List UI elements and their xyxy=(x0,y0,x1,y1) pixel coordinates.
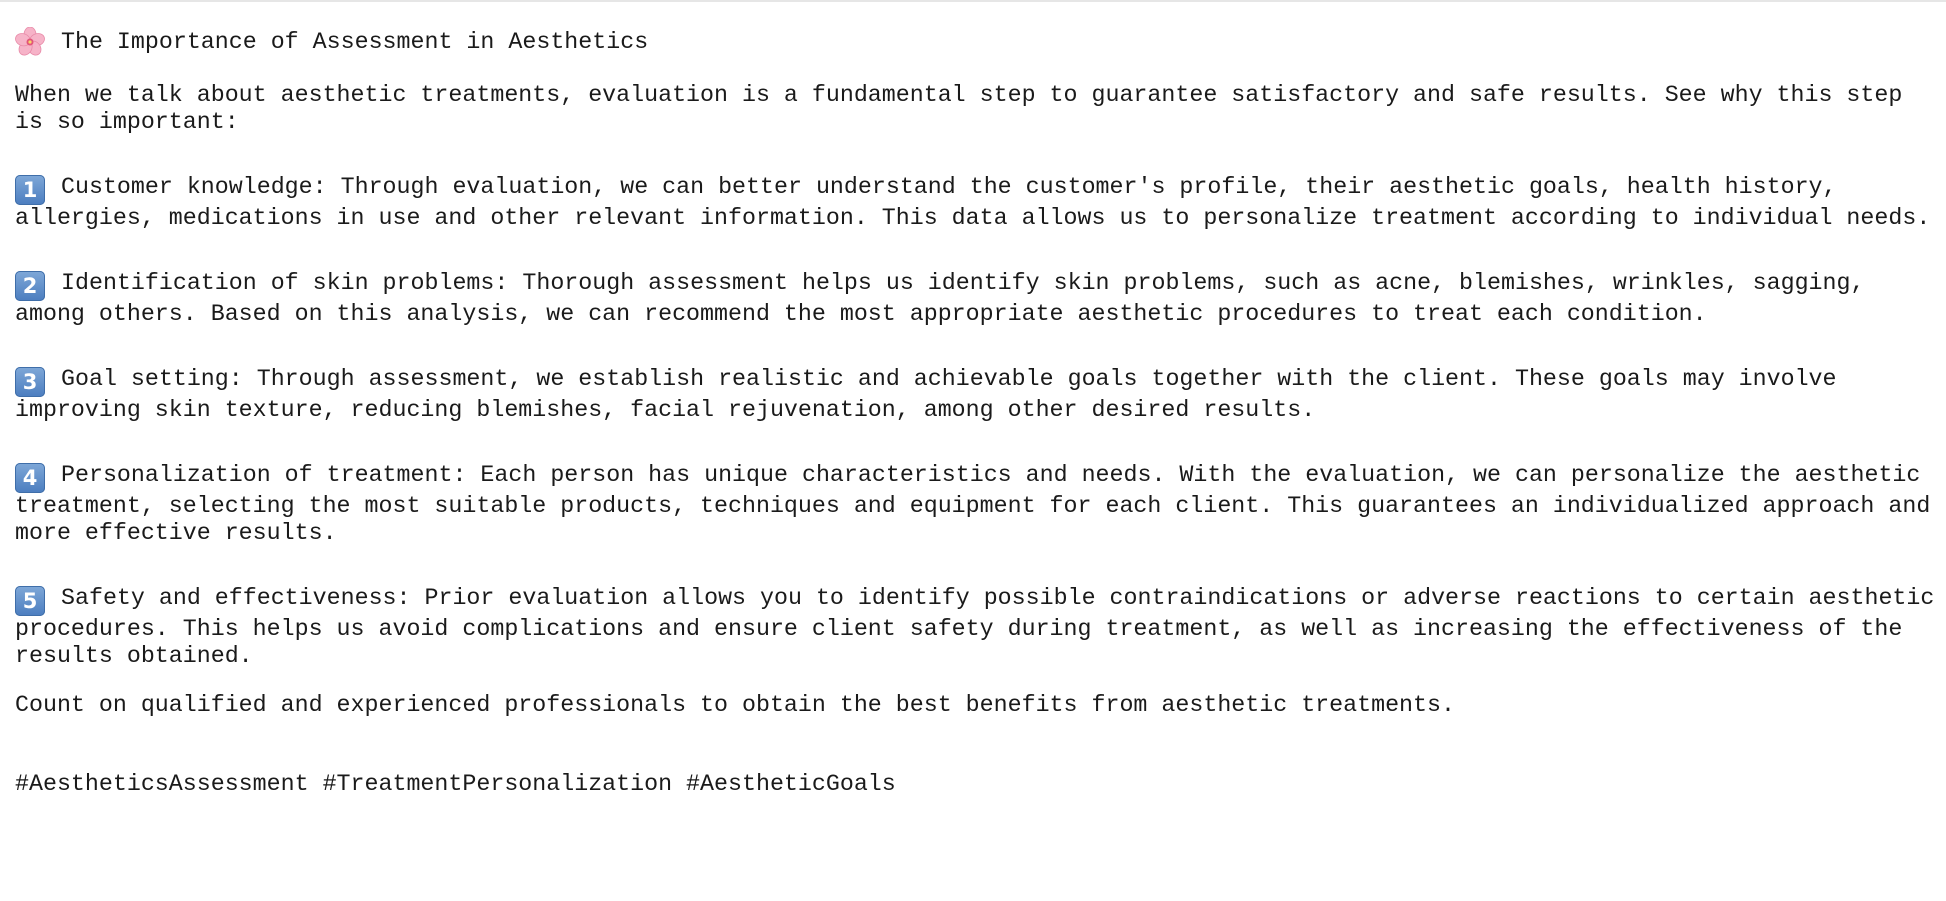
keycap-four-icon: 4 xyxy=(15,463,45,493)
document-body xyxy=(15,22,1935,798)
keycap-five-icon: 5 xyxy=(15,586,45,616)
keycap-one-icon: 1 xyxy=(15,175,45,205)
list-item-1 xyxy=(15,174,1935,232)
list-item-text: Safety and effectiveness: Prior evaluation allows you to identify possible contraindications or adverse reactions to certain aesthetic procedures. This helps us avoid complications and ensure client safety during treatment, as well as increasing the effectiveness of the results obtained. xyxy=(15,585,1935,669)
closing-paragraph: Count on qualified and experienced professionals to obtain the best benefits from aesthetic treatments. xyxy=(15,692,1455,718)
intro-paragraph: When we talk about aesthetic treatments, evaluation is a fundamental step to guarantee satisfactory and safe results. See why this step is so important: xyxy=(15,82,1903,135)
list-item-text: Identification of skin problems: Thorough assessment helps us identify skin problems, such as acne, blemishes, wrinkles, sagging, among others. Based on this analysis, we can recommend the most appropriate aesthetic procedures to treat each condition. xyxy=(15,270,1865,327)
top-border xyxy=(0,0,1946,2)
list-item-4 xyxy=(15,462,1935,547)
hashtags: #AestheticsAssessment #TreatmentPersonalization #AestheticGoals xyxy=(15,771,896,797)
list-item-3 xyxy=(15,366,1935,424)
list-item-5 xyxy=(15,585,1935,670)
cherry-blossom-icon xyxy=(15,27,45,57)
list-item-2 xyxy=(15,270,1935,328)
post-title-row xyxy=(15,22,1935,62)
list-item-text: Customer knowledge: Through evaluation, we can better understand the customer's profile, their aesthetic goals, health history, allergies, medications in use and other relevant information. This data allows us to personalize treatment according to individual needs. xyxy=(15,174,1931,231)
post-title: The Importance of Assessment in Aesthetics xyxy=(61,28,649,55)
keycap-three-icon: 3 xyxy=(15,367,45,397)
list-item-text: Goal setting: Through assessment, we establish realistic and achievable goals together with the client. These goals may involve improving skin texture, reducing blemishes, facial rejuvenation, among other desired results. xyxy=(15,366,1837,423)
keycap-two-icon: 2 xyxy=(15,271,45,301)
list-item-text: Personalization of treatment: Each person has unique characteristics and needs. With the evaluation, we can personalize the aesthetic treatment, selecting the most suitable products, techniques and equipment for each client. This guarantees an individualized approach and more effective results. xyxy=(15,462,1931,546)
